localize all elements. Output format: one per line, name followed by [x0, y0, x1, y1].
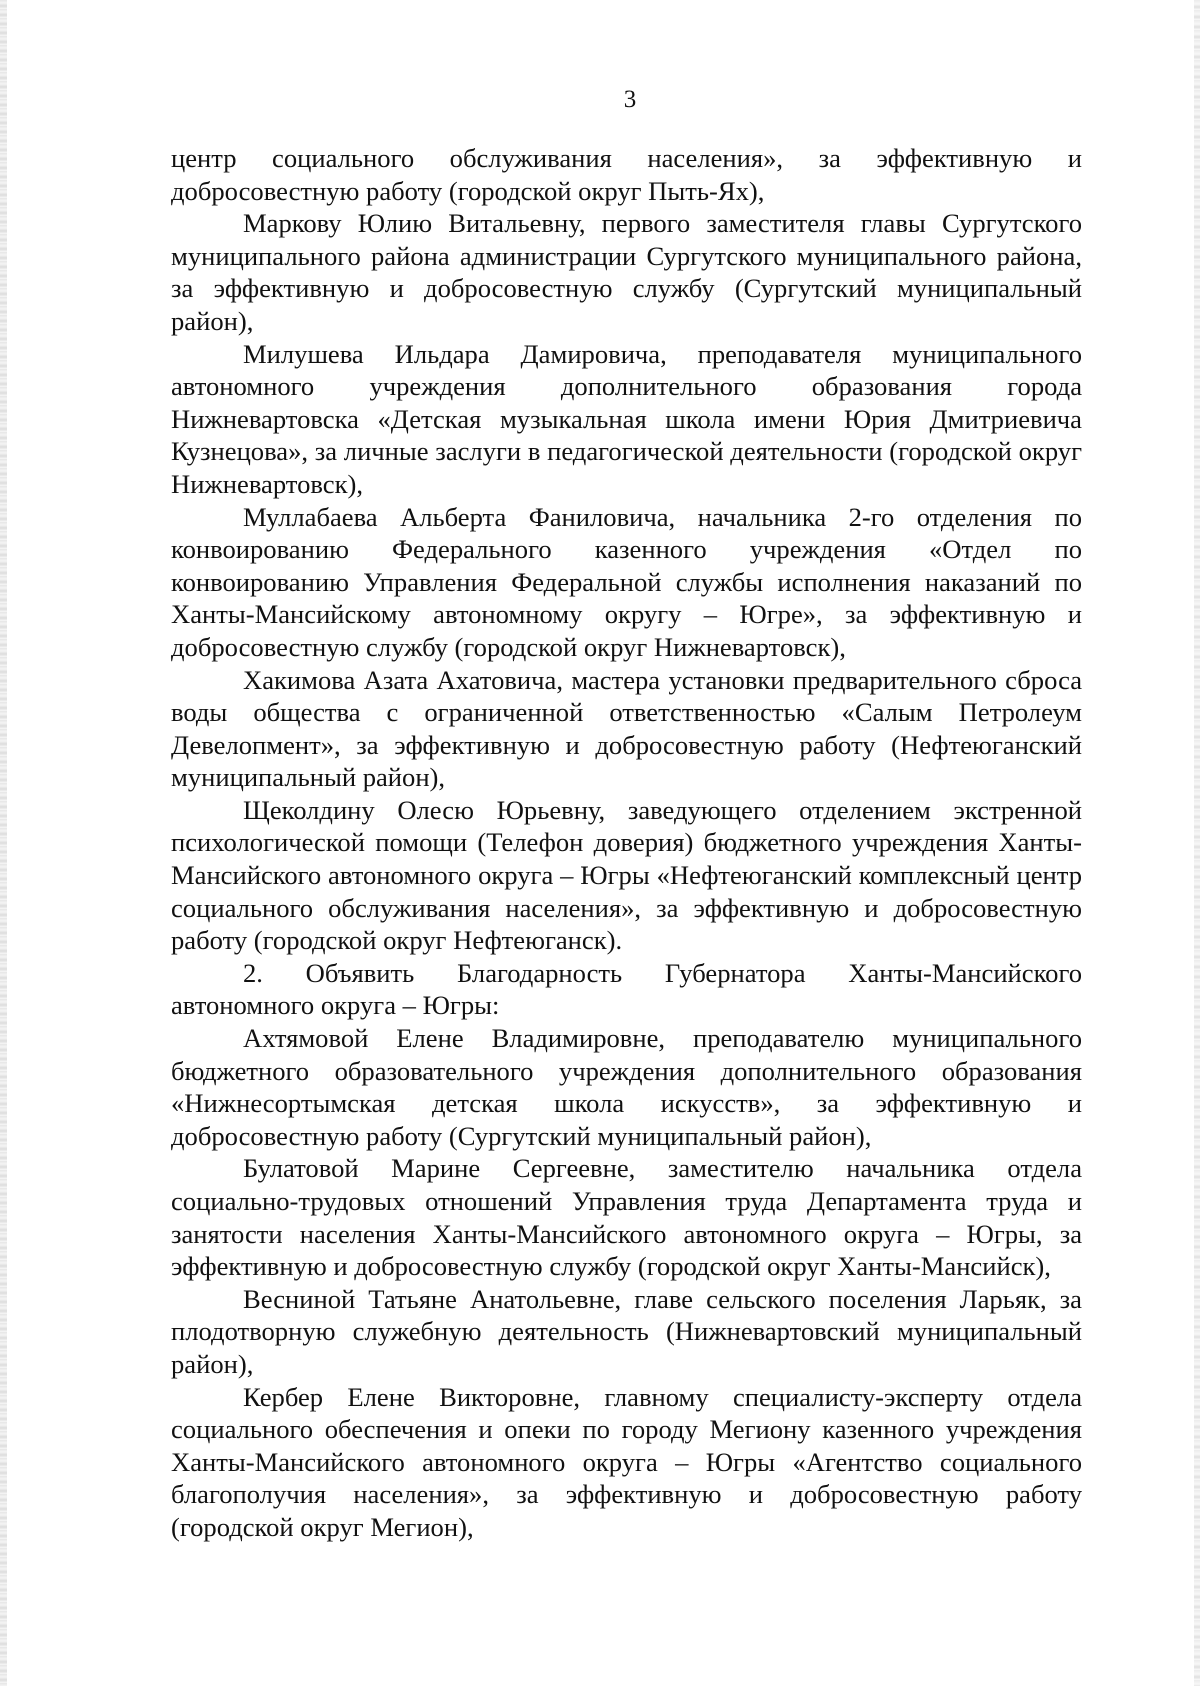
document-body [171, 142, 1082, 1544]
paragraph-khakimova: Хакимова Азата Ахатовича, мастера установки предварительного сброса воды общества с ограниченной ответственностью «Салым Петролеум Девелопмент», за эффективную и добросовестную работу (Нефтеюганский муниципальный район), [171, 664, 1082, 793]
paragraph-vesninoy: Весниной Татьяне Анатольевне, главе сельского поселения Ларьяк, за плодотворную служебную деятельность (Нижневартовский муниципальный район), [171, 1283, 1082, 1379]
paragraph-bulatovoy: Булатовой Марине Сергеевне, заместителю начальника отдела социально-трудовых отношений Управления труда Департамента труда и занятости населения Ханты-Мансийского автономного округа – Югры, за эффективную и добросовестную службу (городской округ Ханты-Мансийск), [171, 1153, 1082, 1282]
paragraph-shchekoldinu: Щеколдину Олесю Юрьевну, заведующего отделением экстренной психологической помощи (Телефон доверия) бюджетного учреждения Ханты-Мансийского автономного округа – Югры «Нефтеюганский комплексный центр социального обслуживания населения», за эффективную и добросовестную работу (городской округ Нефтеюганск). [171, 794, 1082, 956]
paragraph-mullabaeva: Муллабаева Альберта Фаниловича, начальника 2-го отделения по конвоированию Федерального казенного учреждения «Отдел по конвоированию Управления Федеральной службы исполнения наказаний по Ханты-Мансийскому автономному округу – Югре», за эффективную и добросовестную службу (городской округ Нижневартовск), [171, 501, 1082, 662]
page-number: 3 [623, 86, 637, 113]
paragraph-milusheva: Милушева Ильдара Дамировича, преподавателя муниципального автономного учреждения дополнительного образования города Нижневартовска «Детская музыкальная школа имени Юрия Дмитриевича Кузнецова», за личные заслуги в педагогической деятельности (городской округ Нижневартовск), [171, 338, 1082, 499]
paragraph-akhtyamovoy: Ахтямовой Елене Владимировне, преподавателю муниципального бюджетного образовательного учреждения дополнительного образования «Нижнесортымская детская школа искусств», за эффективную и добросовестную работу (Сургутский муниципальный район), [171, 1023, 1082, 1151]
paragraph-item-2: 2. Объявить Благодарность Губернатора Ханты-Мансийского автономного округа – Югры: [171, 957, 1082, 1021]
paragraph-kerber: Кербер Елене Викторовне, главному специалисту-эксперту отдела социального обеспечения и опеки по городу Мегиону казенного учреждения Ханты-Мансийского автономного округа – Югры «Агентство социального благополучия населения», за эффективную и добросовестную работу (городской округ Мегион), [171, 1381, 1082, 1542]
paragraph-continuation: центр социального обслуживания населения», за эффективную и добросовестную работу (городской округ Пыть-Ях), [171, 143, 1082, 206]
scan-edge-right [1194, 0, 1200, 1686]
scan-edge-left [0, 0, 7, 1686]
paragraph-markova: Маркову Юлию Витальевну, первого заместителя главы Сургутского муниципального района администрации Сургутского муниципального района, за эффективную и добросовестную службу (Сургутский муниципальный район), [171, 208, 1082, 336]
